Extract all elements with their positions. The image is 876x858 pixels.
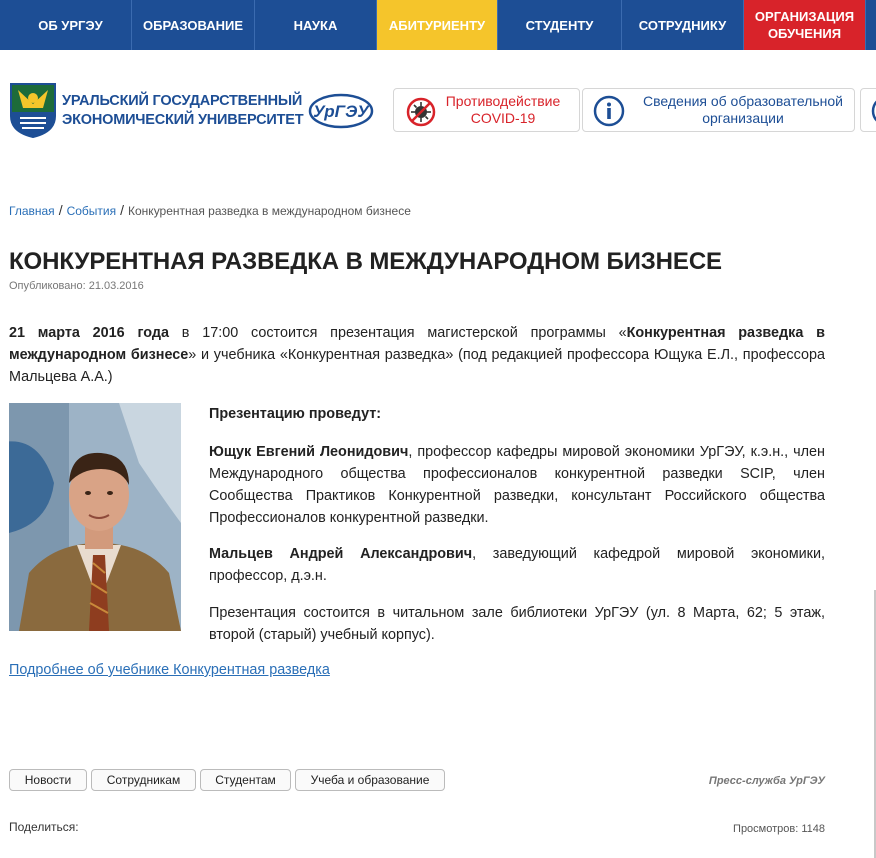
header-extra-button[interactable] [860,88,876,132]
top-navigation [0,0,876,50]
presenter-2-name: Мальцев Андрей Александрович [209,546,473,562]
nav-item-students[interactable]: СТУДЕНТУ [498,0,622,50]
textbook-more-link[interactable]: Подробнее об учебнике Конкурентная разведка [9,662,330,678]
presenter-2-paragraph [209,543,825,587]
presenters-heading: Презентацию проведут: [209,406,382,422]
share-label: Поделиться: [9,820,79,834]
presenter-1-paragraph [209,441,825,529]
page-title: КОНКУРЕНТНАЯ РАЗВЕДКА В МЕЖДУНАРОДНОМ БИЗНЕСЕ [9,248,722,275]
tag-students[interactable]: Студентам [200,769,291,791]
usue-badge-logo[interactable] [308,92,374,130]
intro-text-2: » и учебника «Конкурентная разведка» (под редакцией профессора Ющука Е.Л., профессора Мальцева А.А.) [9,347,825,385]
breadcrumb-current: Конкурентная разведка в международном бизнесе [128,204,411,218]
logo-badge-text: УрГЭУ [313,102,369,121]
nav-item-about[interactable]: ОБ УРГЭУ [10,0,132,50]
university-name-logo[interactable] [62,92,307,130]
nav-item-applicants[interactable]: АБИТУРИЕНТУ [377,0,498,50]
location-paragraph: Презентация состоится в читальном зале библиотеки УрГЭУ (ул. 8 Марта, 62; 5 этаж, второй (старый) учебный корпус). [209,605,825,643]
presenter-1-description: , профессор кафедры мировой экономики УрГЭУ, к.э.н., член Международного общества профессионалов конкурентной разведки SCIP, член Сообщества Практиков Конкурентной разведки, консультант Российского общества Профессионалов конкурентной разведки. [209,444,825,526]
breadcrumb [9,202,411,218]
tag-staff[interactable]: Сотрудникам [91,769,196,791]
virus-crossed-icon [406,97,436,127]
presenter-1-name: Ющук Евгений Леонидович [209,444,409,460]
university-emblem-logo[interactable] [10,82,56,138]
breadcrumb-home-link[interactable]: Главная [9,204,55,218]
covid-button[interactable] [393,88,580,132]
logo-line-1: УРАЛЬСКИЙ ГОСУДАРСТВЕННЫЙ [62,93,303,109]
org-info-button[interactable] [582,88,855,132]
published-date: Опубликовано: 21.03.2016 [9,280,144,292]
org-info-label: Сведения об образовательной организации [643,93,843,126]
tag-education[interactable]: Учеба и образование [295,769,445,791]
nav-item-staff[interactable]: СОТРУДНИКУ [622,0,744,50]
nav-spacer [0,0,10,50]
intro-date: 21 марта 2016 года [9,325,169,341]
breadcrumb-events-link[interactable]: События [66,204,117,218]
nav-item-science[interactable]: НАУКА [255,0,377,50]
breadcrumb-separator: / [58,202,63,218]
nav-item-study-organization[interactable]: ОРГАНИЗАЦИЯ ОБУЧЕНИЯ [744,0,866,50]
presenter-photo [9,403,181,631]
intro-text-1: в 17:00 состоится презентация магистерской программы « [169,325,627,341]
info-icon [593,95,625,127]
tag-list [9,769,445,791]
view-count: Просмотров: 1148 [733,823,825,835]
logo-line-2: ЭКОНОМИЧЕСКИЙ УНИВЕРСИТЕТ [62,112,304,128]
press-service-credit: Пресс-служба УрГЭУ [708,775,825,787]
presenter-2-description: , заведующий кафедрой мировой экономики, профессор, д.э.н. [209,546,825,584]
intro-paragraph [9,322,825,388]
intro-program-name: Конкурентная разведка в международном бизнесе [9,325,825,363]
nav-item-education[interactable]: ОБРАЗОВАНИЕ [132,0,255,50]
covid-label: Противодействие COVID-19 [445,93,561,126]
partial-icon [871,95,876,127]
breadcrumb-separator: / [120,202,125,218]
tag-news[interactable]: Новости [9,769,87,791]
